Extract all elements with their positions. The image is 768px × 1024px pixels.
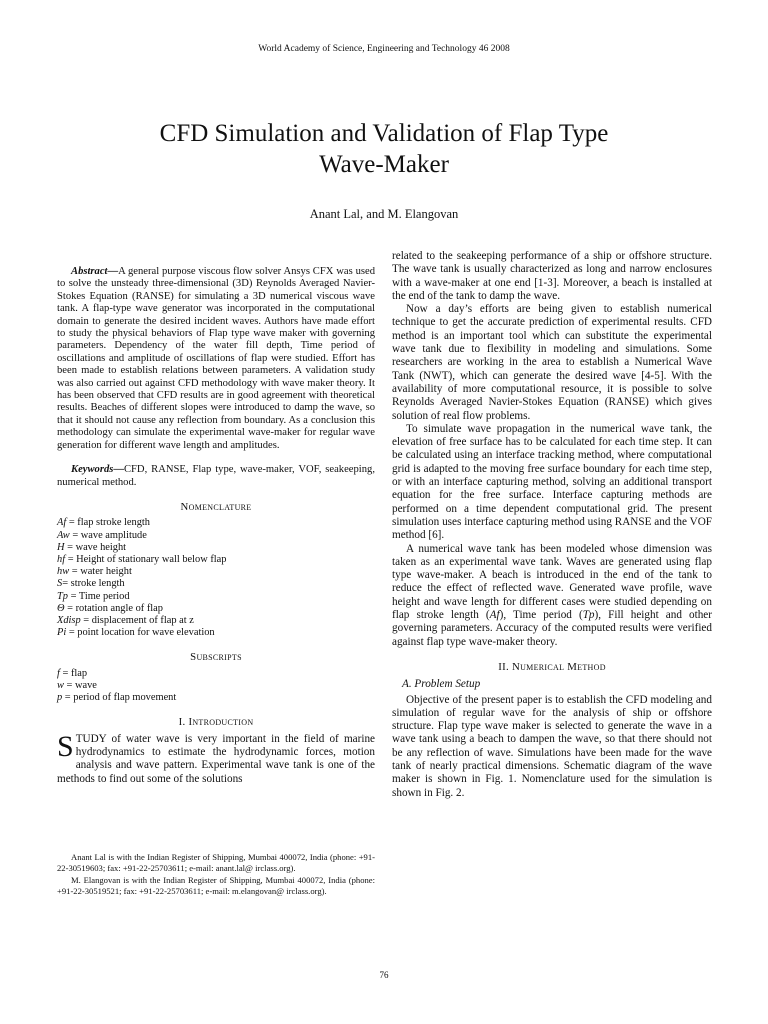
abstract: [57, 266, 375, 452]
abstract-label: Abstract: [71, 266, 108, 277]
left-column: [57, 266, 375, 786]
subscript-item: f = flap: [57, 667, 88, 679]
paragraph-5: Objective of the present paper is to establish the CFD modeling and simulation of regular wave for the analysis of ship or offshore structure. Flap type wave maker is selected to generate the wave in a wave tank using a beach to dampen the wave, so that there should not be any reflection of wave. Simulations have been made for the wave tank of nearly practical dimensions. Schematic diagram of the wave maker is shown in Fig. 1. Nomenclature used for the simulation is shown in Fig. 2.: [392, 693, 712, 799]
nomenclature-heading: Nomenclature: [180, 500, 252, 513]
keywords-text: CFD, RANSE, Flap type, wave-maker, VOF, seakeeping, numerical method.: [57, 464, 375, 488]
subscript-item: w = wave: [57, 679, 97, 691]
nomenclature-item: Θ = rotation angle of flap: [57, 602, 163, 614]
footnote-author-2: M. Elangovan is with the Indian Register of Shipping, Mumbai 400072, India (phone: +91-22-30519521; fax: +91-22-25703611; e-mail: m.elangovan@ irclass.org).: [57, 875, 375, 896]
subscripts-heading: Subscripts: [190, 651, 242, 664]
running-head: World Academy of Science, Engineering and Technology 46 2008: [258, 44, 510, 54]
authors: Anant Lal, and M. Elangovan: [309, 207, 459, 221]
keywords-dash: —: [113, 464, 124, 476]
introduction-heading: I. Introduction: [178, 716, 254, 729]
page-number: 76: [379, 970, 389, 980]
nomenclature-item: Pi = point location for wave elevation: [57, 627, 215, 639]
subscripts-list: [57, 668, 375, 705]
paragraph-1: related to the seakeeping performance of a ship or offshore structure. The wave tank is usually characterized as long and narrow enclosures with a wave-maker at one end [1-3]. Moreover, a beach is installed at the end of the tank to damp the wave.: [392, 250, 712, 302]
paragraph-2: Now a day’s efforts are being given to establish numerical technique to get the accurate prediction of experimental results. CFD method is an important tool which can substitute the experimental wave tank due to flexibility in modeling and simulations. Some researchers are working in the area to establish a Numerical Wave Tank (NWT), which can generate the desired wave [4-5]. With the availability of more computational resource, it is possible to solve Reynolds Averaged Navier-Stokes Equation (RANSE) which gives solution of real flow problems.: [392, 303, 712, 422]
nomenclature-item: Af = flap stroke length: [57, 517, 151, 529]
paragraph-3: To simulate wave propagation in the numerical wave tank, the elevation of free surface has to be calculated for each time step. It can be calculated using an interface tracking method, where computational grid is adapted to the moving free surface boundary for each time step, or with an interface capturing method, solving an additional transport equation for the free surface. Interface capturing methods are performed on a time dependent computational grid. The present simulation uses interface capturing method using RANSE and the VOF method [6].: [392, 422, 712, 542]
nomenclature-item: Xdisp = displacement of flap at z: [57, 614, 194, 626]
nomenclature-item: H = wave height: [57, 541, 127, 553]
introduction-body: TUDY of water wave is very important in the field of marine hydrodynamics to estimate the hydrodynamic forces, motion analysis and wave pattern. Experimental wave tank is one of the methods to find out some of the solutions: [57, 732, 375, 785]
footnote-author-1: Anant Lal is with the Indian Register of Shipping, Mumbai 400072, India (phone: +91-22-30519603; fax: +91-22-25703611; e-mail: anant.lal@ irclass.org).: [57, 852, 375, 873]
abstract-dash: —: [107, 266, 119, 277]
footnotes: [57, 852, 375, 898]
keywords: [57, 464, 375, 489]
nomenclature-item: hf = Height of stationary wall below flap: [57, 553, 227, 565]
introduction-text: [57, 729, 375, 786]
subsection-a-heading: A. Problem Setup: [402, 678, 481, 691]
nomenclature-list: [57, 517, 375, 639]
subscript-item: p = period of flap movement: [57, 692, 177, 704]
title-line-2: Wave-Maker: [319, 151, 449, 178]
nomenclature-item: hw = water height: [57, 566, 132, 578]
abstract-text: A general purpose viscous flow solver Ansys CFX was used to solve the unsteady three-dimensional (3D) Reynolds Averaged Navier-Stokes Equation (RANSE) for simulating a 3D numerical viscous wave tank. A flap-type wave generator was incorporated in the computational domain to generate the desired incident waves. Authors have made effort to study the physical behaviors of Flap type wave maker with governing parameters. Dependency of the water fill depth, Time period of oscillations and amplitude of oscillations of flap were studied. Effort has been made to establish relations between parameters. A validation study was also carried out against CFD methodology with wave maker theory. It has been observed that CFD results are in good agreement with theoretical results. Beaches of different slopes were introduced to damp the wave, so that it should not cause any reflection from boundary. As a conclusion this methodology can simulate the experimental wave-maker for regular wave generation for different wave length and amplitudes.: [57, 266, 375, 451]
nomenclature-item: Tp = Time period: [57, 590, 130, 602]
drop-cap: S: [57, 729, 74, 763]
paragraph-4: A numerical wave tank has been modeled whose dimension was taken as an experimental wave tank. Waves are generated using flap type wave-maker. A beach is introduced in the end of the tank to reduce the effect of reflected wave. Generated wave profile, wave height and wave length for different cases were studied depending on flap stroke length (Af), Time period (Tp), Fill height and other governing parameters. Accuracy of the computed results were verified against flap type wave-maker theory.: [392, 542, 712, 648]
keywords-label: Keywords: [71, 464, 114, 476]
title-line-1: CFD Simulation and Validation of Flap Type: [159, 120, 609, 147]
right-column: [392, 250, 712, 800]
paper-title: [80, 118, 688, 180]
nomenclature-item: S= stroke length: [57, 578, 125, 590]
nomenclature-item: Aw = wave amplitude: [57, 529, 147, 541]
section-2-heading: II. Numerical Method: [498, 660, 606, 673]
